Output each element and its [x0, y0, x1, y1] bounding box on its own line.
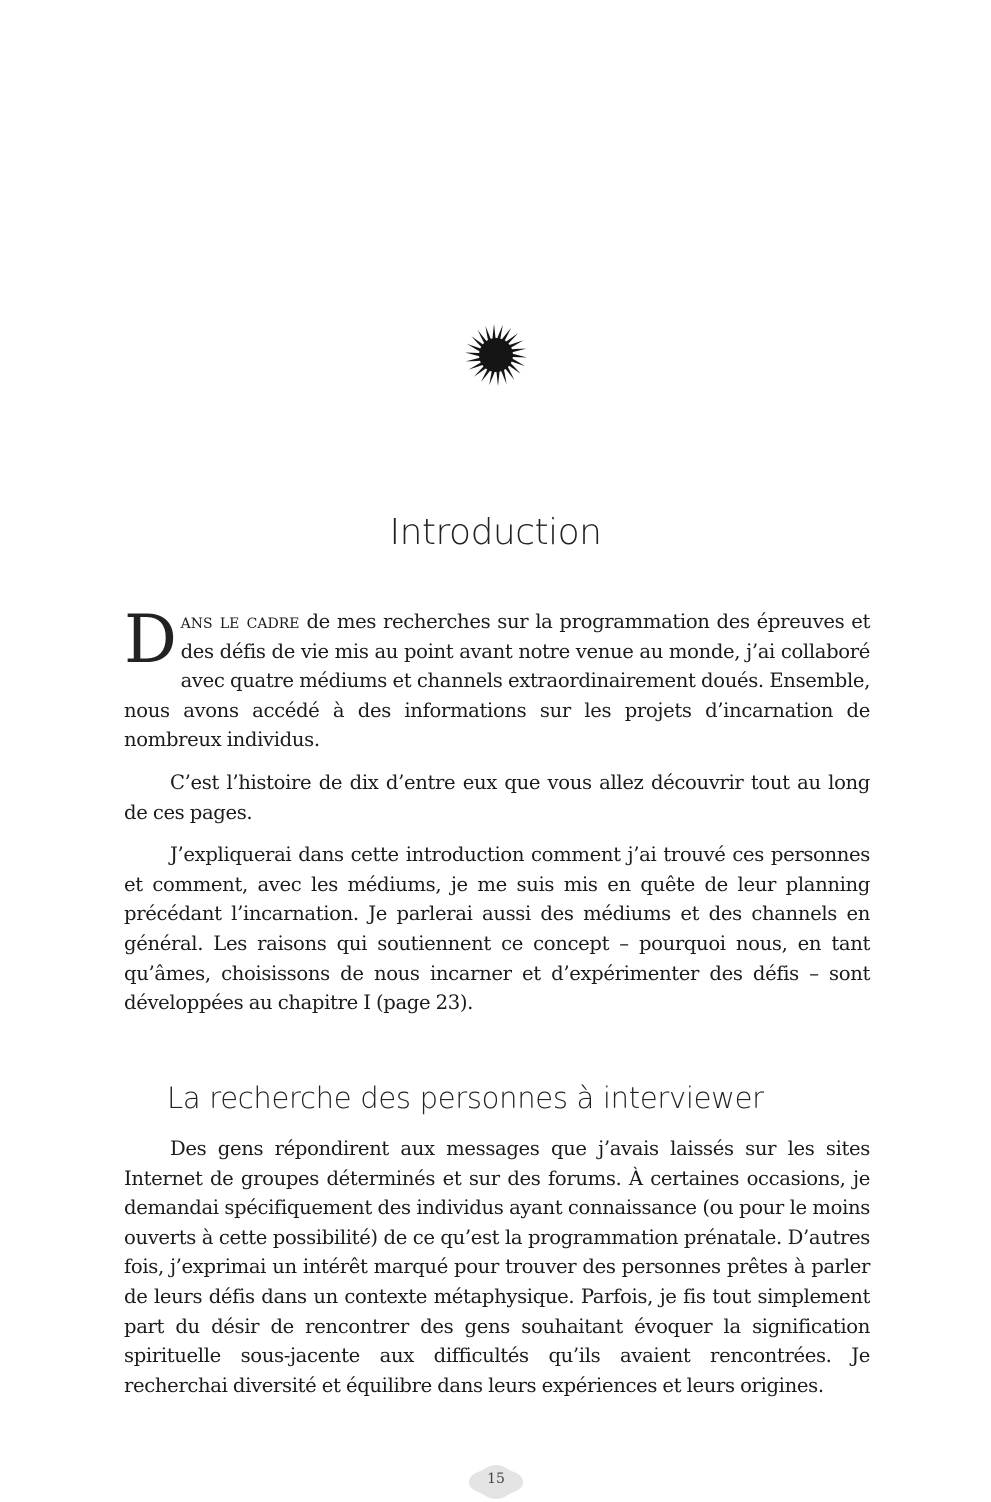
sun-ornament-icon — [463, 322, 529, 388]
section-heading: La recherche des personnes à interviewer — [167, 1081, 764, 1115]
section-paragraph-1: Des gens répondirent aux messages que j’avais laissés sur les sites Internet de groupes déterminés et sur des forums. À certaines occasions, je demandai spécifiquement des individus ayant connaissance (ou pour le moins ouverts à cette possibilité) de ce qu’est la programmation prénatale. D’autres fois, j’exprimai un intérêt marqué pour trouver des personnes prêtes à parler de leurs défis dans un contexte métaphysique. Parfois, je fis tout simplement part du désir de rencontrer des gens souhaitant évoquer la signification spirituelle sous-jacente aux difficultés qu’ils avaient rencontrées. Je recherchai diversité et équilibre dans leurs expériences et leurs origines. — [124, 1137, 870, 1397]
intro-paragraph-3: J’expliquerai dans cette introduction comment j’ai trouvé ces personnes et comment, avec les médiums, je me suis mis en quête de leur planning précédant l’incarnation. Je parlerai aussi des médiums et des channels en général. Les raisons qui soutiennent ce concept – pourquoi nous, en tant qu’âmes, choisissons de nous incarner et d’expérimenter des défis – sont développées au chapitre I (page 23). — [124, 843, 870, 1015]
page-number-badge — [466, 1462, 526, 1502]
intro-text — [124, 601, 871, 1031]
drop-cap: D — [124, 601, 177, 678]
intro-paragraph-2: C’est l’histoire de dix d’entre eux que vous allez découvrir tout au long de ces pages. — [124, 770, 870, 824]
lead-in-smallcaps: ans le cadre — [180, 610, 300, 633]
section-text — [124, 1134, 870, 1413]
chapter-title: Introduction — [389, 512, 602, 553]
page-number: 15 — [487, 1471, 505, 1487]
intro-paragraph-1-text: de mes recherches sur la programmation des épreuves et des défis de vie mis au point avant notre venue au monde, j’ai collaboré avec quatre médiums et channels extraordinairement doués. Ensemble, nous avons accédé à des informations sur les projets d’incarnation de nombreux individus. — [124, 610, 871, 752]
intro-paragraph-1 — [124, 601, 871, 755]
